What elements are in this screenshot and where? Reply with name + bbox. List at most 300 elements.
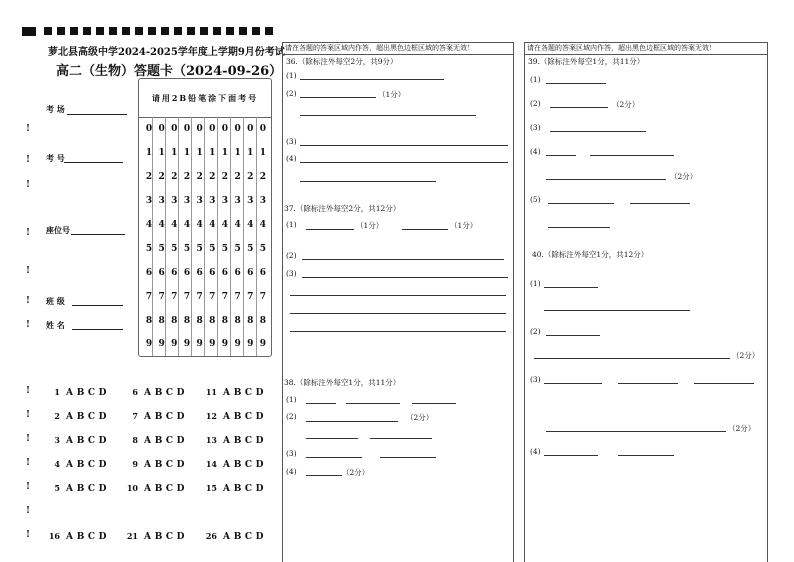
q39-heading: 39.（除标注外每空1分，共11分） xyxy=(528,57,645,66)
choice-question xyxy=(124,411,186,422)
q40-part1-label: (1) xyxy=(530,279,541,288)
q37-part1-score-2: （1分） xyxy=(450,221,478,230)
choice-question xyxy=(124,387,186,398)
grid-digit-bubble[interactable]: 5 xyxy=(171,244,178,254)
grid-digit-bubble[interactable]: 5 xyxy=(259,244,267,254)
choice-option-bubble[interactable]: D xyxy=(176,388,185,398)
grid-digit-bubble[interactable]: 7 xyxy=(259,292,267,302)
grid-digit-bubble[interactable]: 2 xyxy=(196,172,203,182)
exam-room-label: 考 场 xyxy=(46,104,65,114)
grid-digit-bubble[interactable]: 9 xyxy=(259,339,267,349)
grid-digit-bubble[interactable]: 6 xyxy=(234,268,241,278)
grid-digit-bubble[interactable]: 6 xyxy=(209,268,216,278)
q37-heading: 37.（除标注外每空2分，共12分） xyxy=(284,204,401,213)
exam-no-label: 考 号 xyxy=(46,153,65,163)
grid-digit-bubble[interactable]: 9 xyxy=(209,339,216,349)
grid-digit-bubble[interactable]: 4 xyxy=(171,220,178,230)
choice-question xyxy=(46,483,108,494)
choice-option-bubble[interactable]: B xyxy=(233,388,242,398)
q36-part3-blank[interactable] xyxy=(300,145,508,146)
timing-mark-anchor xyxy=(22,27,36,36)
seat-no-label: 座位号 xyxy=(46,225,70,235)
grid-digit-bubble[interactable]: 4 xyxy=(234,220,241,230)
grid-digit-bubble[interactable]: 7 xyxy=(158,292,165,302)
grid-digit-bubble[interactable]: 3 xyxy=(247,196,254,206)
q40-part3-blank-3[interactable] xyxy=(694,383,754,384)
choice-option-bubble[interactable]: C xyxy=(165,388,174,398)
q39-part4-score: （2分） xyxy=(670,172,698,181)
grid-digit-bubble[interactable]: 8 xyxy=(196,316,203,326)
grid-digit-bubble[interactable]: 4 xyxy=(158,220,165,230)
choice-option-bubble[interactable]: C xyxy=(165,532,174,542)
q36-part4-label: (4) xyxy=(286,154,297,163)
grid-digit-row xyxy=(144,196,268,206)
grid-digit-bubble[interactable]: 6 xyxy=(183,268,191,278)
q38-part1-blank[interactable] xyxy=(306,403,336,404)
choice-option-bubble[interactable]: B xyxy=(233,436,242,446)
grid-digit-bubble[interactable]: 6 xyxy=(196,268,203,278)
grid-digit-bubble[interactable]: 1 xyxy=(209,148,216,158)
choice-option-bubble[interactable]: D xyxy=(176,484,185,494)
cut-mark: ! xyxy=(26,458,30,468)
q37-part1-score-1: （1分） xyxy=(356,221,384,230)
grid-digit-bubble[interactable]: 0 xyxy=(209,124,216,134)
q36-part2-blank-2[interactable] xyxy=(300,115,476,116)
q38-part3-blank[interactable] xyxy=(306,457,362,458)
cut-mark: ! xyxy=(26,386,30,396)
q40-part4-blank[interactable] xyxy=(544,455,598,456)
choice-question xyxy=(203,387,265,398)
choice-option-bubble[interactable]: B xyxy=(233,532,242,542)
grid-digit-bubble[interactable]: 6 xyxy=(158,268,165,278)
choice-question xyxy=(46,411,108,422)
grid-digit-bubble[interactable]: 1 xyxy=(196,148,203,158)
grid-digit-bubble[interactable]: 6 xyxy=(259,268,267,278)
choice-option-bubble[interactable]: B xyxy=(154,388,163,398)
choice-option-bubble[interactable]: A xyxy=(144,532,151,542)
q38-part2-label: (2) xyxy=(286,412,297,421)
grid-digit-bubble[interactable]: 9 xyxy=(158,339,165,349)
choice-option-bubble[interactable]: B xyxy=(154,412,163,422)
answer-panel-2 xyxy=(524,42,768,562)
grid-digit-bubble[interactable]: 9 xyxy=(145,339,153,349)
grid-digit-bubble[interactable]: 8 xyxy=(247,316,254,326)
choice-option-bubble[interactable]: A xyxy=(66,436,73,446)
grid-digit-bubble[interactable]: 2 xyxy=(221,172,229,182)
choice-option-bubble[interactable]: D xyxy=(255,436,264,446)
choice-option-bubble[interactable]: D xyxy=(255,532,264,542)
grid-digit-bubble[interactable]: 4 xyxy=(196,220,203,230)
choice-option-bubble[interactable]: C xyxy=(87,436,96,446)
choice-question xyxy=(124,531,186,542)
choice-option-bubble[interactable]: A xyxy=(223,532,230,542)
grid-digit-bubble[interactable]: 3 xyxy=(158,196,165,206)
q39-part4-label: (4) xyxy=(530,147,541,156)
cut-mark: ! xyxy=(26,180,30,190)
choice-number: 16 xyxy=(48,531,60,541)
choice-option-bubble[interactable]: C xyxy=(244,388,253,398)
timing-marks xyxy=(22,27,278,35)
cut-mark: ! xyxy=(26,124,30,134)
q36-part2-blank[interactable] xyxy=(300,97,376,98)
grid-digit-bubble[interactable]: 9 xyxy=(221,339,229,349)
choice-option-bubble[interactable]: B xyxy=(233,460,242,470)
choice-option-bubble[interactable]: C xyxy=(165,436,174,446)
choice-option-bubble[interactable]: A xyxy=(66,412,73,422)
grid-digit-bubble[interactable]: 4 xyxy=(145,220,153,230)
q39-part5-label: (5) xyxy=(530,195,541,204)
choice-option-bubble[interactable]: B xyxy=(154,484,163,494)
cut-mark: ! xyxy=(26,434,30,444)
grid-digit-bubble[interactable]: 9 xyxy=(171,339,178,349)
choice-option-bubble[interactable]: D xyxy=(176,436,185,446)
choice-option-bubble[interactable]: C xyxy=(165,412,174,422)
choice-option-bubble[interactable]: A xyxy=(144,412,151,422)
choice-question xyxy=(203,483,265,494)
grid-digit-bubble[interactable]: 8 xyxy=(158,316,165,326)
q39-part4-blank-3[interactable] xyxy=(546,179,666,180)
answer-sheet-title: 高二（生物）答题卡（2024-09-26） xyxy=(56,64,283,79)
choice-number: 3 xyxy=(54,435,60,445)
grid-digit-bubble[interactable]: 7 xyxy=(183,292,191,302)
grid-digit-bubble[interactable]: 1 xyxy=(171,148,178,158)
choice-option-bubble[interactable]: A xyxy=(223,460,230,470)
choice-option-bubble[interactable]: C xyxy=(165,460,174,470)
grid-digit-bubble[interactable]: 1 xyxy=(145,148,153,158)
choice-number: 2 xyxy=(54,411,60,421)
grid-digit-bubble[interactable]: 5 xyxy=(196,244,203,254)
grid-digit-bubble[interactable]: 8 xyxy=(209,316,216,326)
q40-part2-blank-2[interactable] xyxy=(534,358,730,359)
grid-digit-bubble[interactable]: 7 xyxy=(196,292,203,302)
cut-mark: ! xyxy=(26,410,30,420)
grid-digit-bubble[interactable]: 0 xyxy=(234,124,241,134)
grid-digit-bubble[interactable]: 1 xyxy=(259,148,267,158)
grid-digit-bubble[interactable]: 0 xyxy=(145,124,153,134)
choice-option-bubble[interactable]: C xyxy=(87,484,96,494)
q38-part3-label: (3) xyxy=(286,449,297,458)
q40-part3-blank-4[interactable] xyxy=(546,431,726,432)
grid-digit-bubble[interactable]: 2 xyxy=(158,172,165,182)
name-label: 姓 名 xyxy=(46,320,65,330)
grid-digit-bubble[interactable]: 4 xyxy=(221,220,229,230)
choice-option-bubble[interactable]: C xyxy=(244,460,253,470)
grid-digit-bubble[interactable]: 2 xyxy=(259,172,267,182)
q36-part1-blank[interactable] xyxy=(300,79,444,80)
q37-part1-blank-2[interactable] xyxy=(402,229,448,230)
q38-part4-blank[interactable] xyxy=(306,475,342,476)
choice-option-bubble[interactable]: C xyxy=(244,436,253,446)
grid-digit-bubble[interactable]: 3 xyxy=(171,196,178,206)
choice-option-bubble[interactable]: D xyxy=(98,388,107,398)
choice-number: 6 xyxy=(132,387,138,397)
grid-digit-row xyxy=(144,172,268,182)
q36-part4-blank-2[interactable] xyxy=(300,181,436,182)
grid-digit-bubble[interactable]: 9 xyxy=(234,339,241,349)
grid-digit-bubble[interactable]: 8 xyxy=(183,316,191,326)
grid-digit-bubble[interactable]: 8 xyxy=(221,316,229,326)
choice-option-bubble[interactable]: B xyxy=(76,436,85,446)
grid-digit-bubble[interactable]: 3 xyxy=(221,196,229,206)
grid-digit-bubble[interactable]: 8 xyxy=(259,316,267,326)
choice-number: 15 xyxy=(205,483,217,493)
choice-option-bubble[interactable]: D xyxy=(176,532,185,542)
q39-part4-blank[interactable] xyxy=(546,155,576,156)
q40-part3-blank[interactable] xyxy=(544,383,602,384)
grid-digit-bubble[interactable]: 7 xyxy=(247,292,254,302)
choice-question xyxy=(124,459,186,470)
choice-option-bubble[interactable]: B xyxy=(233,484,242,494)
choice-option-bubble[interactable]: A xyxy=(223,388,230,398)
grid-digit-bubble[interactable]: 9 xyxy=(196,339,203,349)
choice-number: 4 xyxy=(54,459,60,469)
choice-option-bubble[interactable]: D xyxy=(255,412,264,422)
grid-digit-bubble[interactable]: 6 xyxy=(171,268,178,278)
class-label: 班 级 xyxy=(46,296,65,306)
q38-part2-blank-3[interactable] xyxy=(370,438,432,439)
choice-option-bubble[interactable]: A xyxy=(144,484,151,494)
grid-digit-bubble[interactable]: 2 xyxy=(209,172,216,182)
choice-option-bubble[interactable]: A xyxy=(223,412,230,422)
grid-digit-bubble[interactable]: 5 xyxy=(247,244,254,254)
q40-part3-blank-2[interactable] xyxy=(618,383,678,384)
name-field[interactable] xyxy=(72,329,123,330)
choice-question xyxy=(203,459,265,470)
choice-option-bubble[interactable]: B xyxy=(76,460,85,470)
grid-digit-row xyxy=(144,244,268,254)
choice-option-bubble[interactable]: B xyxy=(76,532,85,542)
choice-number: 11 xyxy=(205,387,217,397)
grid-digit-bubble[interactable]: 2 xyxy=(247,172,254,182)
choice-number: 1 xyxy=(54,387,60,397)
grid-digit-bubble[interactable]: 1 xyxy=(221,148,229,158)
grid-digit-bubble[interactable]: 3 xyxy=(234,196,241,206)
choice-number: 26 xyxy=(205,531,217,541)
choice-option-bubble[interactable]: A xyxy=(144,388,151,398)
q40-part1-blank[interactable] xyxy=(544,287,598,288)
exam-room-field[interactable] xyxy=(67,114,127,115)
q36-part2-label: (2) xyxy=(286,89,297,98)
grid-digit-bubble[interactable]: 2 xyxy=(145,172,153,182)
grid-digit-bubble[interactable]: 4 xyxy=(209,220,216,230)
q38-part1-blank-2[interactable] xyxy=(346,403,400,404)
answer-panel-1 xyxy=(282,42,514,562)
grid-digit-bubble[interactable]: 8 xyxy=(234,316,241,326)
q39-part3-blank[interactable] xyxy=(550,131,646,132)
grid-digit-bubble[interactable]: 0 xyxy=(259,124,267,134)
cut-mark: ! xyxy=(26,320,30,330)
class-field[interactable] xyxy=(72,305,123,306)
choice-number: 12 xyxy=(205,411,217,421)
grid-digit-bubble[interactable]: 6 xyxy=(247,268,254,278)
q38-part3-blank-2[interactable] xyxy=(380,457,436,458)
q38-part4-score: （2分） xyxy=(342,468,370,477)
choice-option-bubble[interactable]: D xyxy=(255,484,264,494)
choice-question xyxy=(124,483,186,494)
choice-number: 7 xyxy=(132,411,138,421)
grid-digit-bubble[interactable]: 6 xyxy=(145,268,153,278)
choice-question xyxy=(203,435,265,446)
choice-option-bubble[interactable]: D xyxy=(98,532,107,542)
grid-digit-bubble[interactable]: 9 xyxy=(247,339,254,349)
grid-digit-bubble[interactable]: 3 xyxy=(209,196,216,206)
choice-option-bubble[interactable]: A xyxy=(223,436,230,446)
choice-number: 21 xyxy=(126,531,138,541)
q40-part1-blank-2[interactable] xyxy=(544,310,690,311)
grid-digit-bubble[interactable]: 0 xyxy=(171,124,178,134)
grid-digit-bubble[interactable]: 4 xyxy=(183,220,191,230)
panel-notice: 请在各题的答案区域内作答，超出黑色边框区域的答案无效！ xyxy=(283,42,513,55)
q39-part3-label: (3) xyxy=(530,123,541,132)
choice-option-bubble[interactable]: D xyxy=(98,484,107,494)
grid-digit-bubble[interactable]: 2 xyxy=(234,172,241,182)
q37-part3-blank[interactable] xyxy=(302,277,508,278)
q39-part5-blank[interactable] xyxy=(548,203,614,204)
grid-digit-bubble[interactable]: 1 xyxy=(183,148,191,158)
q38-part2-blank-2[interactable] xyxy=(306,438,358,439)
grid-digit-bubble[interactable]: 1 xyxy=(247,148,254,158)
choice-option-bubble[interactable]: D xyxy=(98,412,107,422)
cut-mark: ! xyxy=(26,296,30,306)
grid-digit-bubble[interactable]: 2 xyxy=(171,172,178,182)
grid-digit-bubble[interactable]: 6 xyxy=(221,268,229,278)
choice-option-bubble[interactable]: C xyxy=(244,484,253,494)
choice-option-bubble[interactable]: D xyxy=(176,412,185,422)
choice-option-bubble[interactable]: C xyxy=(87,388,96,398)
grid-digit-bubble[interactable]: 0 xyxy=(158,124,165,134)
choice-option-bubble[interactable]: C xyxy=(87,532,96,542)
choice-option-bubble[interactable]: B xyxy=(233,412,242,422)
q40-part2-blank[interactable] xyxy=(546,335,600,336)
choice-number: 9 xyxy=(132,459,138,469)
choice-option-bubble[interactable]: A xyxy=(66,532,73,542)
grid-digit-bubble[interactable]: 5 xyxy=(234,244,241,254)
grid-digit-bubble[interactable]: 5 xyxy=(183,244,191,254)
q37-part1-blank[interactable] xyxy=(306,229,354,230)
choice-number: 10 xyxy=(126,483,138,493)
grid-digit-bubble[interactable]: 3 xyxy=(196,196,203,206)
choice-option-bubble[interactable]: B xyxy=(76,388,85,398)
grid-digit-bubble[interactable]: 5 xyxy=(145,244,153,254)
panel-notice: 请在各题的答案区域内作答，超出黑色边框区域的答案无效！ xyxy=(525,42,767,55)
grid-digit-bubble[interactable]: 7 xyxy=(145,292,153,302)
choice-option-bubble[interactable]: C xyxy=(87,412,96,422)
q37-part3-blank-3[interactable] xyxy=(290,313,506,314)
cut-mark: ! xyxy=(26,228,30,238)
choice-option-bubble[interactable]: A xyxy=(144,436,151,446)
choice-option-bubble[interactable]: A xyxy=(223,484,230,494)
grid-digit-bubble[interactable]: 7 xyxy=(234,292,241,302)
q37-part2-blank[interactable] xyxy=(302,259,504,260)
grid-digit-row xyxy=(144,316,268,326)
q37-part3-label: (3) xyxy=(286,269,297,278)
q39-part1-label: (1) xyxy=(530,75,541,84)
choice-option-bubble[interactable]: B xyxy=(76,484,85,494)
grid-digit-bubble[interactable]: 0 xyxy=(183,124,191,134)
grid-digit-bubble[interactable]: 3 xyxy=(145,196,153,206)
grid-digit-bubble[interactable]: 4 xyxy=(259,220,267,230)
grid-digit-bubble[interactable]: 4 xyxy=(247,220,254,230)
grid-digit-bubble[interactable]: 8 xyxy=(145,316,153,326)
q40-part3-label: (3) xyxy=(530,375,541,384)
choice-option-bubble[interactable]: A xyxy=(66,388,73,398)
grid-instruction: 请用2B铅笔涂下面考号 xyxy=(139,79,271,118)
choice-option-bubble[interactable]: B xyxy=(76,412,85,422)
q39-part4-blank-2[interactable] xyxy=(590,155,674,156)
q39-part5-blank-3[interactable] xyxy=(548,227,610,228)
choice-number: 8 xyxy=(132,435,138,445)
grid-digit-bubble[interactable]: 0 xyxy=(221,124,229,134)
grid-digit-bubble[interactable]: 7 xyxy=(221,292,229,302)
grid-digit-bubble[interactable]: 0 xyxy=(247,124,254,134)
q37-part3-blank-4[interactable] xyxy=(290,331,506,332)
q37-part3-blank-2[interactable] xyxy=(290,295,506,296)
cut-mark: ! xyxy=(26,482,30,492)
q37-part2-label: (2) xyxy=(286,251,297,260)
q40-part3-score: （2分） xyxy=(728,424,756,433)
q38-part4-label: (4) xyxy=(286,467,297,476)
grid-digit-bubble[interactable]: 5 xyxy=(221,244,229,254)
grid-digit-bubble[interactable]: 3 xyxy=(183,196,191,206)
grid-digit-bubble[interactable]: 1 xyxy=(234,148,241,158)
grid-digit-bubble[interactable]: 3 xyxy=(259,196,267,206)
grid-digit-bubble[interactable]: 7 xyxy=(209,292,216,302)
choice-option-bubble[interactable]: A xyxy=(66,484,73,494)
choice-question xyxy=(203,531,265,542)
choice-question xyxy=(124,435,186,446)
grid-digit-bubble[interactable]: 5 xyxy=(209,244,216,254)
grid-digit-bubble[interactable]: 5 xyxy=(158,244,165,254)
choice-option-bubble[interactable]: B xyxy=(154,532,163,542)
grid-digit-bubble[interactable]: 9 xyxy=(183,339,191,349)
choice-option-bubble[interactable]: C xyxy=(244,412,253,422)
q36-part1-label: (1) xyxy=(286,71,297,80)
exam-no-field[interactable] xyxy=(64,162,123,163)
grid-digit-bubble[interactable]: 2 xyxy=(183,172,191,182)
choice-option-bubble[interactable]: B xyxy=(154,460,163,470)
grid-digit-bubble[interactable]: 1 xyxy=(158,148,165,158)
q36-part4-blank[interactable] xyxy=(300,162,508,163)
choice-option-bubble[interactable]: C xyxy=(87,460,96,470)
choice-number: 5 xyxy=(54,483,60,493)
choice-option-bubble[interactable]: D xyxy=(255,460,264,470)
choice-option-bubble[interactable]: D xyxy=(98,460,107,470)
choice-option-bubble[interactable]: D xyxy=(98,436,107,446)
q39-part2-blank[interactable] xyxy=(550,107,608,108)
choice-option-bubble[interactable]: B xyxy=(154,436,163,446)
seat-no-field[interactable] xyxy=(71,234,125,235)
choice-option-bubble[interactable]: A xyxy=(66,460,73,470)
grid-digit-bubble[interactable]: 8 xyxy=(171,316,178,326)
choice-option-bubble[interactable]: D xyxy=(176,460,185,470)
grid-digit-bubble[interactable]: 7 xyxy=(171,292,178,302)
choice-option-bubble[interactable]: D xyxy=(255,388,264,398)
grid-digit-bubble[interactable]: 0 xyxy=(196,124,203,134)
choice-option-bubble[interactable]: A xyxy=(144,460,151,470)
q36-part2-score: （1分） xyxy=(378,90,406,99)
q38-part2-blank[interactable] xyxy=(306,421,398,422)
cut-mark: ! xyxy=(26,506,30,516)
q39-part5-blank-2[interactable] xyxy=(630,203,690,204)
q39-part2-score: （2分） xyxy=(612,100,640,109)
q38-part1-blank-3[interactable] xyxy=(412,403,456,404)
choice-option-bubble[interactable]: C xyxy=(165,484,174,494)
choice-option-bubble[interactable]: C xyxy=(244,532,253,542)
school-name: 萝北县高级中学2024-2025学年度上学期9月份考试 xyxy=(48,47,285,58)
q39-part1-blank[interactable] xyxy=(546,83,606,84)
q40-part4-blank-2[interactable] xyxy=(618,455,674,456)
q36-part3-label: (3) xyxy=(286,137,297,146)
